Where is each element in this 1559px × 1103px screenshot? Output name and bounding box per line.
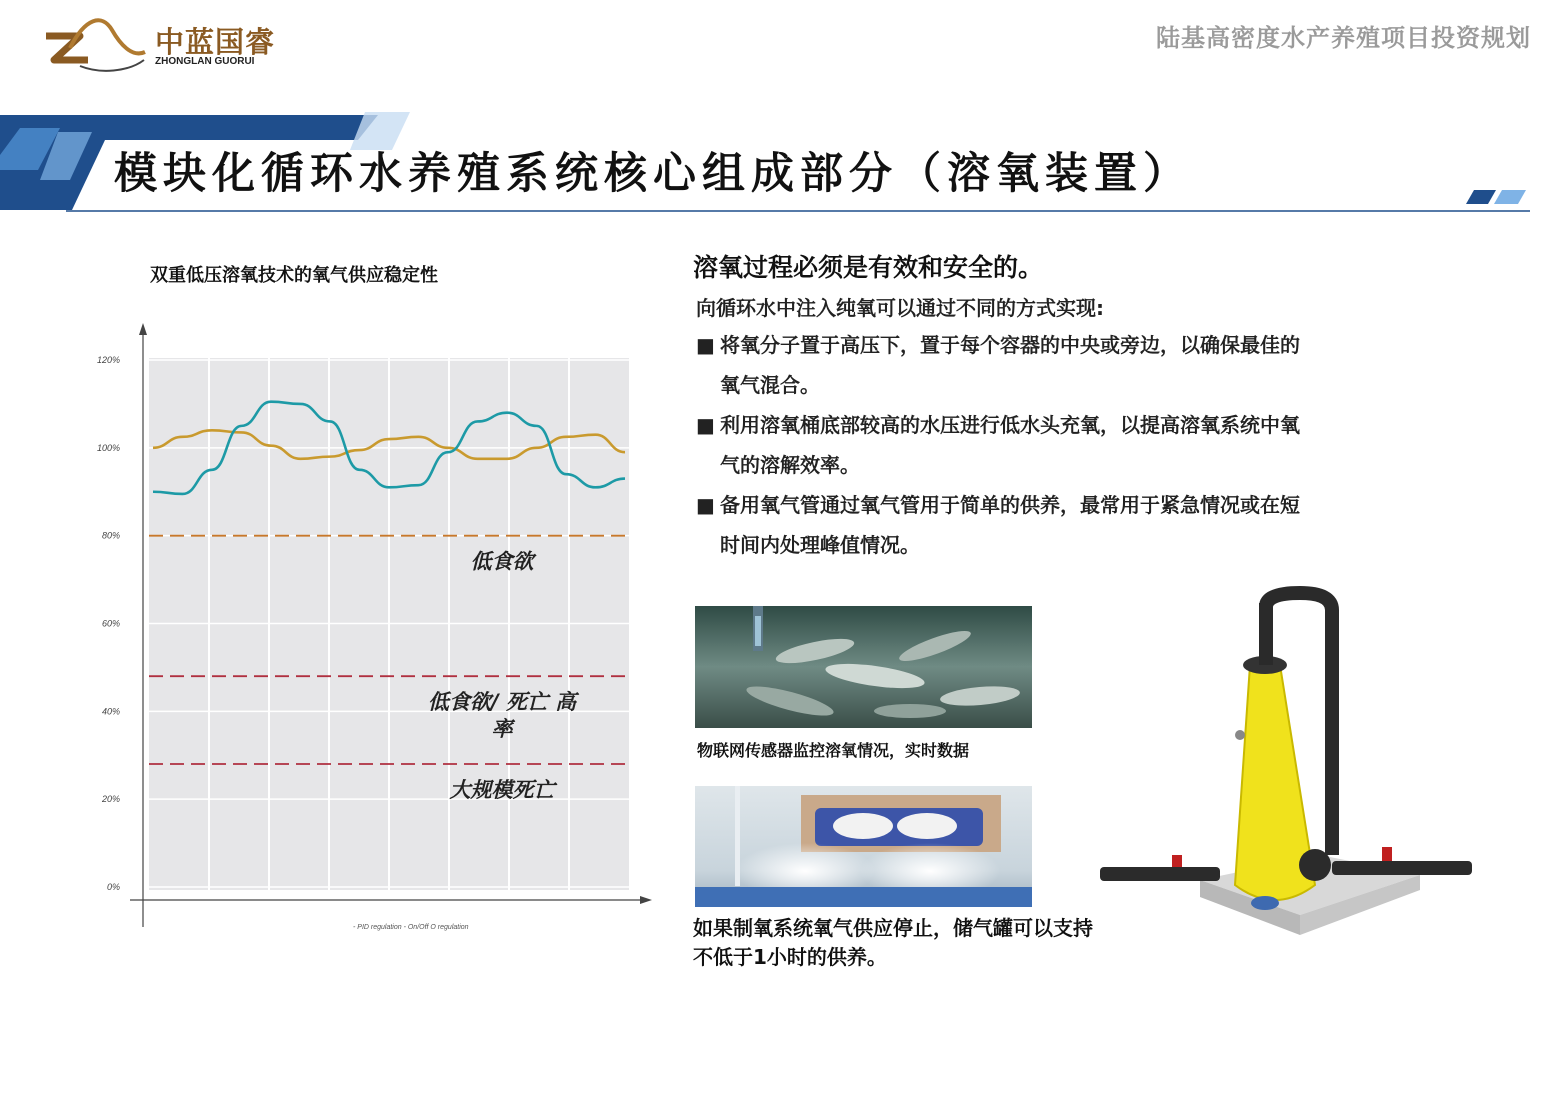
y-tick-label: 80% [101,530,120,541]
oxygen-diffuser-photo [695,786,1032,907]
intro-subheading: 向循环水中注入纯氧可以通过不同的方式实现: [696,296,1104,320]
y-tick-label: 120% [96,355,120,365]
bullet-item [696,485,1316,565]
y-tick-label: 40% [101,706,120,717]
tank-photo-caption: 如果制氧系统氧气供应停止，储气罐可以支持不低于1小时的供养。 [693,916,1093,969]
zhonglan-logo-icon [40,8,150,76]
bullet-square-icon: ■ [696,413,715,437]
bullet-text: 利用溶氧桶底部较高的水压进行低水头充氧，以提高溶氧系统中氧气的溶解效率。 [720,413,1300,477]
threshold-label: 低食欲/ 死亡 高率 [427,690,577,742]
bullet-square-icon: ■ [696,493,715,517]
bullet-item [696,325,1316,405]
intro-heading: 溶氧过程必须是有效和安全的。 [693,253,1044,282]
logo-text-en: ZHONGLAN GUORUI [155,56,255,67]
bullet-text: 将氧分子置于高压下，置于每个容器的中央或旁边，以确保最佳的氧气混合。 [720,333,1300,397]
document-title: 陆基高密度水产养殖项目投资规划 [1156,24,1531,52]
page-title: 模块化循环水养殖系统核心组成部分（溶氧装置） [114,149,1192,199]
threshold-label: 低食欲 [470,549,534,574]
fish-sensor-photo [695,606,1032,728]
bullet-square-icon: ■ [696,333,715,357]
bullet-item [696,405,1316,485]
chart-legend: - PID regulation - On/Off O regulation [353,924,469,931]
y-tick-label: 20% [101,794,120,805]
y-tick-label: 60% [101,618,120,629]
y-tick-label: 0% [106,882,120,892]
threshold-label: 大规模死亡 [449,778,555,803]
fish-photo-caption: 物联网传感器监控溶氧情况，实时数据 [697,741,970,760]
bullet-text: 备用氧气管通过氧气管用于简单的供养，最常用于紧急情况或在短时间内处理峰值情况。 [720,493,1300,557]
y-tick-label: 100% [96,442,120,453]
chart-title: 双重低压溶氧技术的氧气供应稳定性 [150,265,438,286]
oxygen-cone-device-image [1090,585,1480,975]
oxygen-stability-chart [80,315,670,955]
logo-text-cn: 中蓝国睿 [155,25,276,59]
